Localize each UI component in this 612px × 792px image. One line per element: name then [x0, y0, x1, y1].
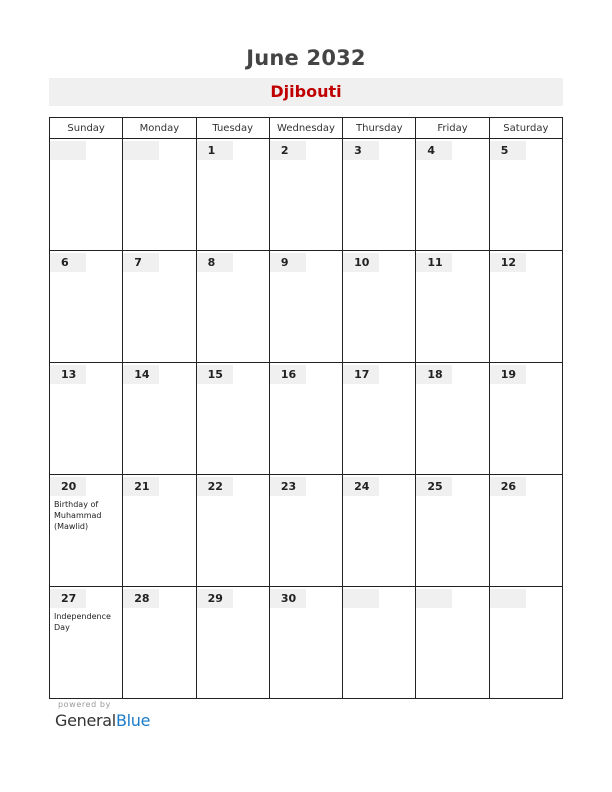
calendar-grid [49, 117, 563, 699]
day-number [343, 589, 379, 608]
day-number: 6 [50, 253, 86, 272]
weekday-wednesday: Wednesday [269, 118, 342, 139]
day-number: 2 [270, 141, 306, 160]
day-cell [269, 475, 342, 587]
day-number: 5 [490, 141, 526, 160]
day-number: 28 [123, 589, 159, 608]
day-number: 8 [197, 253, 233, 272]
day-number: 18 [416, 365, 452, 384]
day-number: 29 [197, 589, 233, 608]
week-row [50, 251, 563, 363]
footer [55, 700, 150, 730]
day-cell [123, 363, 196, 475]
week-row [50, 475, 563, 587]
day-cell [50, 139, 123, 251]
day-cell [196, 363, 269, 475]
week-row [50, 363, 563, 475]
page-title: June 2032 [246, 46, 366, 70]
day-number: 15 [197, 365, 233, 384]
day-cell [123, 475, 196, 587]
day-number: 7 [123, 253, 159, 272]
day-number: 21 [123, 477, 159, 496]
day-number: 26 [490, 477, 526, 496]
day-number: 24 [343, 477, 379, 496]
day-cell [416, 587, 489, 699]
day-number: 4 [416, 141, 452, 160]
day-number: 13 [50, 365, 86, 384]
day-number: 30 [270, 589, 306, 608]
day-number: 19 [490, 365, 526, 384]
day-cell [196, 139, 269, 251]
generalblue-logo[interactable] [55, 711, 150, 730]
day-number: 25 [416, 477, 452, 496]
day-cell [50, 363, 123, 475]
country-banner [49, 78, 563, 106]
day-number: 23 [270, 477, 306, 496]
brand-blue-text: Blue [115, 711, 151, 730]
day-number: 27 [50, 589, 86, 608]
day-cell [196, 475, 269, 587]
day-cell [123, 251, 196, 363]
day-number [123, 141, 159, 160]
weekday-thursday: Thursday [343, 118, 416, 139]
day-cell [196, 251, 269, 363]
week-row [50, 587, 563, 699]
day-number: 20 [50, 477, 86, 496]
weekday-monday: Monday [123, 118, 196, 139]
day-number: 12 [490, 253, 526, 272]
day-number: 11 [416, 253, 452, 272]
day-number: 22 [197, 477, 233, 496]
day-cell [416, 251, 489, 363]
day-cell [123, 587, 196, 699]
powered-by-text: powered by [58, 700, 111, 709]
day-cell [489, 475, 562, 587]
day-cell [269, 139, 342, 251]
day-cell [343, 363, 416, 475]
day-cell [269, 587, 342, 699]
day-cell [489, 587, 562, 699]
day-cell [269, 363, 342, 475]
holiday-label: Independence Day [54, 612, 111, 632]
day-cell [343, 139, 416, 251]
day-number: 16 [270, 365, 306, 384]
day-number: 9 [270, 253, 306, 272]
week-row [50, 139, 563, 251]
day-cell [489, 139, 562, 251]
day-number [490, 589, 526, 608]
day-cell [50, 251, 123, 363]
weekday-header-row [50, 118, 563, 139]
day-cell [196, 587, 269, 699]
brand-general-text: General [55, 711, 116, 730]
weekday-sunday: Sunday [50, 118, 123, 139]
day-number [50, 141, 86, 160]
day-cell [416, 139, 489, 251]
weekday-friday: Friday [416, 118, 489, 139]
day-cell [269, 251, 342, 363]
day-cell [50, 475, 123, 587]
day-cell [489, 363, 562, 475]
weekday-tuesday: Tuesday [196, 118, 269, 139]
day-number: 3 [343, 141, 379, 160]
day-cell [416, 363, 489, 475]
country-name: Djibouti [270, 82, 342, 101]
day-cell [343, 587, 416, 699]
day-cell [416, 475, 489, 587]
weekday-saturday: Saturday [489, 118, 562, 139]
day-cell [50, 587, 123, 699]
holiday-label: Birthday of Muhammad (Mawlid) [54, 500, 102, 531]
day-cell [343, 251, 416, 363]
day-cell [489, 251, 562, 363]
day-cell [123, 139, 196, 251]
day-number: 1 [197, 141, 233, 160]
day-cell [343, 475, 416, 587]
day-number: 14 [123, 365, 159, 384]
day-number [416, 589, 452, 608]
day-number: 17 [343, 365, 379, 384]
day-number: 10 [343, 253, 379, 272]
